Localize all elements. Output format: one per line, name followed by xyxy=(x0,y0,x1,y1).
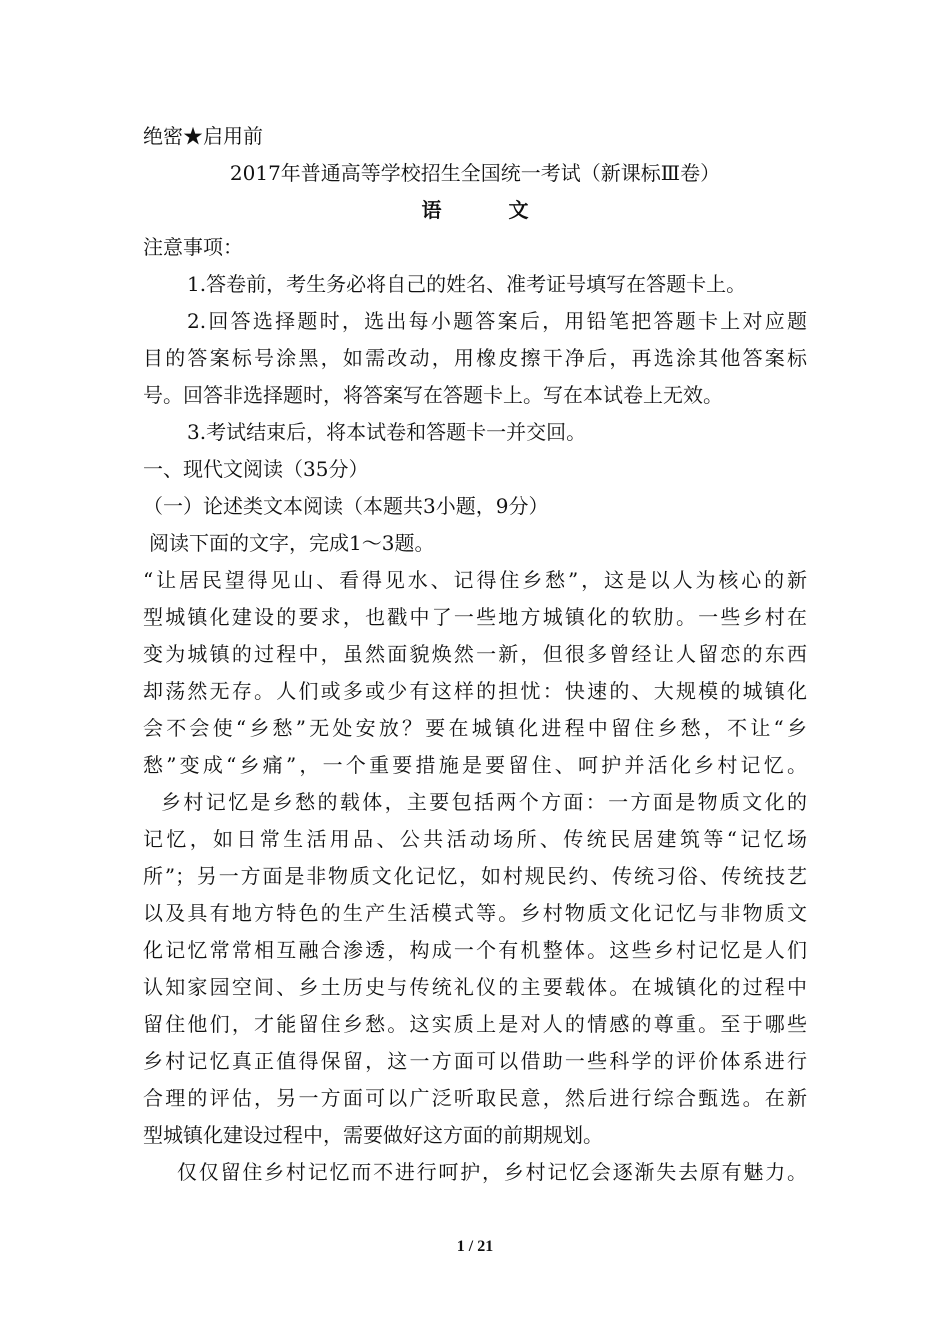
passage-line: 愁”变成“乡痛”，一个重要措施是要留住、呵护并活化乡村记忆。 xyxy=(143,753,807,777)
passage-line: 却荡然无存。人们或多或少有这样的担忧：快速的、大规模的城镇化 xyxy=(143,679,807,703)
passage-line: 以及具有地方特色的生产生活模式等。乡村物质文化记忆与非物质文 xyxy=(143,901,807,925)
passage-line: 仅仅留住乡村记忆而不进行呵护，乡村记忆会逐渐失去原有魅力。 xyxy=(177,1160,807,1184)
notice-heading: 注意事项： xyxy=(143,235,243,259)
document-content xyxy=(143,118,807,1191)
passage-paragraph-2 xyxy=(143,784,807,1154)
passage-line: 留住他们，才能留住乡愁。这实质上是对人的情感的尊重。至于哪些 xyxy=(143,1012,807,1036)
passage-line: 变为城镇的过程中，虽然面貌焕然一新，但很多曾经让人留恋的东西 xyxy=(143,642,807,666)
notice-item-3: 3.考试结束后，将本试卷和答题卡一并交回。 xyxy=(187,420,587,444)
passage-line: 型城镇化建设过程中，需要做好这方面的前期规划。 xyxy=(143,1123,603,1147)
passage-line: 乡村记忆真正值得保留，这一方面可以借助一些科学的评价体系进行 xyxy=(143,1049,807,1073)
passage-line: 会不会使“乡愁”无处安放？要在城镇化进程中留住乡愁，不让“乡 xyxy=(143,716,807,740)
secret-label: 绝密★启用前 xyxy=(143,124,263,148)
page-number: 1 / 21 xyxy=(456,1238,494,1255)
notice-item-2-line: 号。回答非选择题时，将答案写在答题卡上。写在本试卷上无效。 xyxy=(143,383,723,407)
notice-item-2-line: 2.回答选择题时，选出每小题答案后，用铅笔把答题卡上对应题 xyxy=(187,309,807,333)
notice-item-2 xyxy=(143,303,807,414)
notice-item-1: 1.答卷前，考生务必将自己的姓名、准考证号填写在答题卡上。 xyxy=(187,272,747,296)
exam-title: 2017年普通高等学校招生全国统一考试（新课标Ⅲ卷） xyxy=(229,161,721,185)
notice-item-2-line: 目的答案标号涂黑，如需改动，用橡皮擦干净后，再选涂其他答案标 xyxy=(143,346,807,370)
section-heading: 一、现代文阅读（35分） xyxy=(143,457,369,481)
passage-line: 乡村记忆是乡愁的载体，主要包括两个方面：一方面是物质文化的 xyxy=(161,790,807,814)
passage-line: “让居民望得见山、看得见水、记得住乡愁”，这是以人为核心的新 xyxy=(143,568,807,592)
subsection-heading: （一）论述类文本阅读（本题共3小题，9分） xyxy=(143,494,549,518)
passage-paragraph-1 xyxy=(143,562,807,784)
passage-line: 所”；另一方面是非物质文化记忆，如村规民约、传统习俗、传统技艺 xyxy=(143,864,807,888)
passage-line: 认知家园空间、乡土历史与传统礼仪的主要载体。在城镇化的过程中 xyxy=(143,975,807,999)
passage-line: 型城镇化建设的要求，也戳中了一些地方城镇化的软肋。一些乡村在 xyxy=(143,605,807,629)
passage-line: 记忆，如日常生活用品、公共活动场所、传统民居建筑等“记忆场 xyxy=(143,827,807,851)
passage-line: 合理的评估，另一方面可以广泛听取民意，然后进行综合甄选。在新 xyxy=(143,1086,807,1110)
passage-line: 化记忆常常相互融合渗透，构成一个有机整体。这些乡村记忆是人们 xyxy=(143,938,807,962)
reading-instruction: 阅读下面的文字，完成1～3题。 xyxy=(149,531,435,555)
passage-paragraph-3 xyxy=(143,1154,807,1191)
subject-title: 语 文 xyxy=(421,198,559,222)
